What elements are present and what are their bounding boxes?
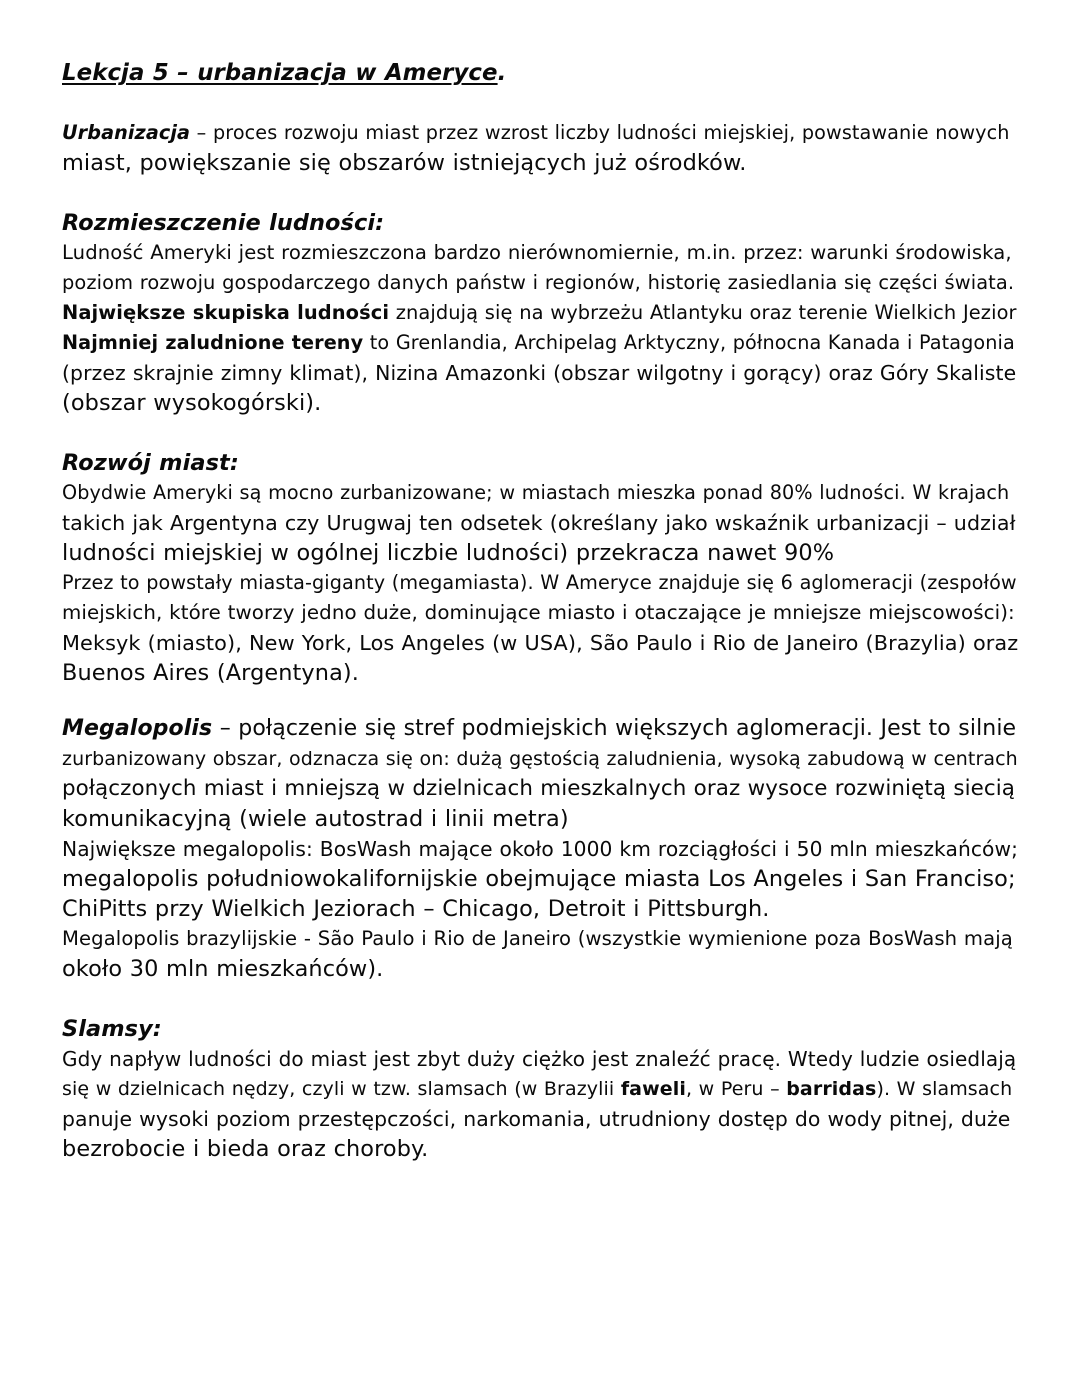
section-rozwoj-miast bbox=[62, 448, 1018, 688]
section-urbanizacja-line-1-rest: – proces rozwoju miast przez wzrost liczby ludności miejskiej, powstawanie nowych bbox=[190, 121, 1010, 144]
term-urbanizacja: Urbanizacja bbox=[62, 121, 191, 144]
section-megalopolis-line-3: połączonych miast i mniejszą w dzielnicach mieszkalnych oraz wysoce rozwiniętą siecią bbox=[62, 776, 1015, 801]
section-slamsy-line-1: Gdy napływ ludności do miast jest zbyt duży ciężko jest znaleźć pracę. Wtedy ludzie osiedlają bbox=[62, 1047, 1017, 1071]
term-megalopolis: Megalopolis bbox=[62, 716, 213, 741]
section-megalopolis-line-7: ChiPitts przy Wielkich Jeziorach – Chicago, Detroit i Pittsburgh. bbox=[62, 896, 770, 922]
section-urbanizacja-line-2: miast, powiększanie się obszarów istniejących już ośrodków. bbox=[62, 150, 747, 176]
page-title bbox=[62, 58, 1018, 88]
spacer bbox=[62, 178, 1018, 208]
section-rozwoj-miast-line-4: Przez to powstały miasta-giganty (megamiasta). W Ameryce znajduje się 6 aglomeracji (zespołów bbox=[62, 571, 1017, 594]
page-title-underlined-text: Lekcja 5 – urbanizacja w Ameryce bbox=[62, 60, 498, 86]
term-faweli: faweli bbox=[620, 1078, 686, 1100]
page-title-period: . bbox=[497, 60, 507, 86]
section-rozwoj-miast-line-1: Obydwie Ameryki są mocno zurbanizowane; w miastach mieszka ponad 80% ludności. W krajach bbox=[62, 481, 1010, 504]
section-slamsy-line-3: panuje wysoki poziom przestępczości, narkomania, utrudniony dostęp do wody pitnej, duże bbox=[62, 1107, 1011, 1131]
section-urbanizacja-line-1 bbox=[62, 118, 1018, 148]
section-slamsy-line-2-a: się w dzielnicach nędzy, czyli w tzw. slamsach (w Brazylii bbox=[62, 1078, 621, 1100]
section-rozmieszczenie-line-1: Ludność Ameryki jest rozmieszczona bardzo nierównomiernie, m.in. przez: warunki środowiska, bbox=[62, 241, 1012, 264]
section-megalopolis-line-1-rest: – połączenie się stref podmiejskich większych aglomeracji. Jest to silnie bbox=[212, 716, 1017, 741]
section-rozwoj-miast-line-5: miejskich, które tworzy jedno duże, dominujące miasto i otaczające je mniejsze miejscowości): bbox=[62, 601, 1015, 624]
section-slamsy bbox=[62, 1014, 1018, 1164]
section-megalopolis-line-8: Megalopolis brazylijskie - São Paulo i Rio de Janeiro (wszystkie wymienione poza BosWash mają bbox=[62, 927, 1013, 950]
section-rozmieszczenie-line-2: poziom rozwoju gospodarczego danych państw i regionów, historię zasiedlania się części świata. bbox=[62, 271, 1015, 294]
spacer bbox=[62, 88, 1018, 118]
spacer bbox=[62, 688, 1018, 714]
section-rozwoj-miast-line-2: takich jak Argentyna czy Urugwaj ten odsetek (określany jako wskaźnik urbanizacji – udział bbox=[62, 511, 1016, 535]
section-megalopolis-line-5: Największe megalopolis: BosWash mające około 1000 km rozciągłości i 50 mln mieszkańców; bbox=[62, 837, 1019, 861]
term-barridas: barridas bbox=[786, 1078, 877, 1100]
section-slamsy-line-2-e: ). W slamsach bbox=[876, 1078, 1013, 1100]
term-najmniej-zaludnione-tereny: Najmniej zaludnione tereny bbox=[62, 331, 364, 354]
section-rozmieszczenie-line-3 bbox=[62, 298, 1018, 328]
section-megalopolis-line-4: komunikacyjną (wiele autostrad i linii metra) bbox=[62, 806, 569, 832]
section-megalopolis-line-9: około 30 mln mieszkańców). bbox=[62, 956, 384, 982]
section-megalopolis-line-6: megalopolis południowokalifornijskie obejmujące miasta Los Angeles i San Franciso; bbox=[62, 866, 1016, 892]
section-megalopolis-line-1 bbox=[62, 714, 1018, 744]
section-megalopolis-line-2: zurbanizowany obszar, odznacza się on: dużą gęstością zaludnienia, wysoką zabudową w centrach bbox=[62, 748, 1018, 770]
term-najwieksze-skupiska-ludnosci: Największe skupiska ludności bbox=[62, 301, 390, 324]
document-body bbox=[62, 58, 1018, 1164]
section-rozwoj-miast-line-6: Meksyk (miasto), New York, Los Angeles (w USA), São Paulo i Rio de Janeiro (Brazylia) oraz bbox=[62, 631, 1019, 655]
section-rozwoj-miast-heading: Rozwój miast: bbox=[62, 450, 239, 476]
section-slamsy-heading: Slamsy: bbox=[62, 1016, 162, 1042]
section-rozmieszczenie-line-5: (przez skrajnie zimny klimat), Nizina Amazonki (obszar wilgotny i gorący) oraz Góry Skaliste bbox=[62, 361, 1017, 385]
section-rozmieszczenie-line-4 bbox=[62, 328, 1018, 358]
section-slamsy-line-2-c: , w Peru – bbox=[685, 1078, 787, 1100]
section-rozmieszczenie-line-4-rest: to Grenlandia, Archipelag Arktyczny, północna Kanada i Patagonia bbox=[363, 331, 1015, 354]
spacer bbox=[62, 418, 1018, 448]
section-rozwoj-miast-line-7: Buenos Aires (Argentyna). bbox=[62, 660, 359, 686]
section-rozwoj-miast-line-3: ludności miejskiej w ogólnej liczbie ludności) przekracza nawet 90% bbox=[62, 540, 835, 566]
section-slamsy-line-2 bbox=[62, 1074, 1018, 1104]
section-rozmieszczenie-line-3-rest: znajdują się na wybrzeżu Atlantyku oraz terenie Wielkich Jezior bbox=[389, 301, 1017, 324]
section-rozmieszczenie-heading: Rozmieszczenie ludności: bbox=[62, 210, 385, 236]
section-megalopolis bbox=[62, 714, 1018, 984]
section-rozmieszczenie-ludnosci bbox=[62, 208, 1018, 418]
section-rozmieszczenie-line-6: (obszar wysokogórski). bbox=[62, 390, 322, 416]
spacer bbox=[62, 984, 1018, 1014]
section-slamsy-line-4: bezrobocie i bieda oraz choroby. bbox=[62, 1136, 429, 1162]
section-urbanizacja bbox=[62, 118, 1018, 178]
